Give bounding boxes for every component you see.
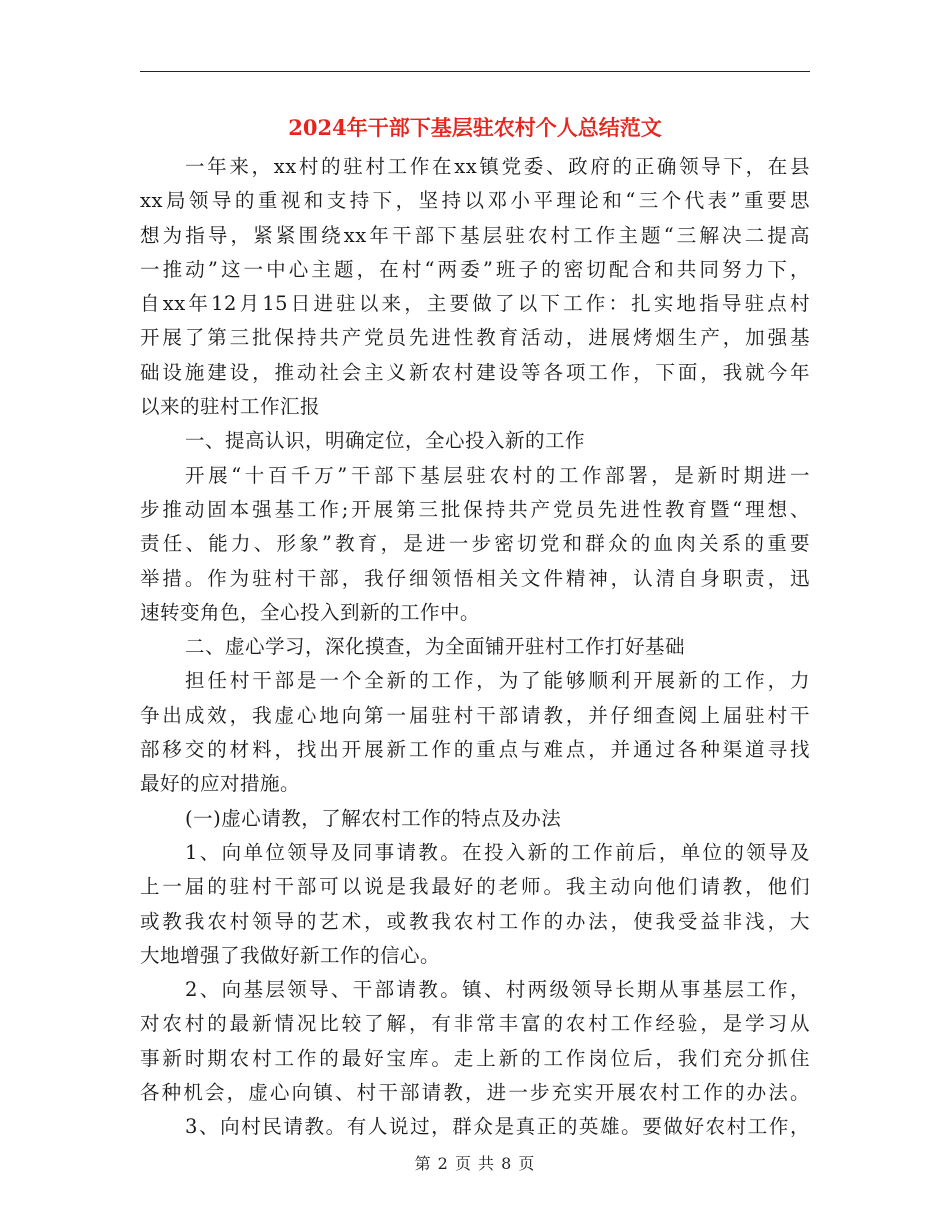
body-line: 部移交的材料，找出开展新工作的重点与难点，并通过各种渠道寻找 [140, 738, 810, 762]
body-line: 责任、能力、形象”教育，是进一步密切党和群众的血肉关系的重要 [140, 532, 810, 556]
body-line: 上一届的驻村干部可以说是我最好的老师。我主动向他们请教，他们 [140, 875, 810, 899]
body-line: 最好的应对措施。 [140, 772, 301, 796]
body-line: 1、向单位领导及同事请教。在投入新的工作前后，单位的领导及 [185, 840, 810, 864]
body-line: 对农村的最新情况比较了解，有非常丰富的农村工作经验，是学习从 [140, 1012, 810, 1036]
document-body [140, 150, 810, 1145]
body-line: 2、向基层领导、干部请教。镇、村两级领导长期从事基层工作， [185, 978, 810, 1002]
body-line: 自xx年12月15日进驻以来，主要做了以下工作：扎实地指导驻点村 [140, 292, 810, 316]
subsection-heading: (一)虚心请教，了解农村工作的特点及办法 [185, 806, 562, 830]
body-line: 开展“十百千万”干部下基层驻农村的工作部署，是新时期进一 [185, 463, 810, 487]
body-line: 各种机会，虚心向镇、村干部请教，进一步充实开展农村工作的办法。 [140, 1081, 810, 1105]
body-line: 以来的驻村工作汇报 [140, 395, 321, 419]
body-line: 步推动固本强基工作;开展第三批保持共产党员先进性教育暨“理想、 [140, 497, 810, 521]
body-line: 开展了第三批保持共产党员先进性教育活动，进展烤烟生产，加强基 [140, 326, 810, 350]
body-line: 或教我农村领导的艺术，或教我农村工作的办法，使我受益非浅，大 [140, 909, 810, 933]
body-line: 想为指导，紧紧围绕xx年干部下基层驻农村工作主题“三解决二提高 [140, 223, 810, 247]
body-line: 大地增强了我做好新工作的信心。 [140, 943, 441, 967]
body-line: 速转变角色，全心投入到新的工作中。 [140, 600, 481, 624]
body-line: 一推动”这一中心主题，在村“两委”班子的密切配合和共同努力下， [140, 257, 810, 281]
body-line: 事新时期农村工作的最好宝库。走上新的工作岗位后，我们充分抓住 [140, 1046, 810, 1070]
body-line: 3、向村民请教。有人说过，群众是真正的英雄。要做好农村工作， [185, 1115, 810, 1139]
body-line: xx局领导的重视和支持下，坚持以邓小平理论和“三个代表”重要思 [140, 189, 810, 213]
body-line: 举措。作为驻村干部，我仔细领悟相关文件精神，认清自身职责，迅 [140, 566, 810, 590]
header-rule [140, 71, 810, 72]
page-number: 第 2 页 共 8 页 [414, 1154, 536, 1173]
document-title: 2024年干部下基层驻农村个人总结范文 [288, 115, 662, 140]
section-heading: 一、提高认识，明确定位，全心投入新的工作 [185, 429, 586, 453]
body-line: 争出成效，我虚心地向第一届驻村干部请教，并仔细查阅上届驻村干 [140, 703, 810, 727]
body-line: 一年来，xx村的驻村工作在xx镇党委、政府的正确领导下，在县 [185, 155, 810, 178]
body-line: 担任村干部是一个全新的工作，为了能够顺利开展新的工作，力 [185, 669, 810, 693]
body-line: 础设施建设，推动社会主义新农村建设等各项工作，下面，我就今年 [140, 360, 810, 384]
section-heading: 二、虚心学习，深化摸查，为全面铺开驻村工作打好基础 [185, 635, 686, 659]
